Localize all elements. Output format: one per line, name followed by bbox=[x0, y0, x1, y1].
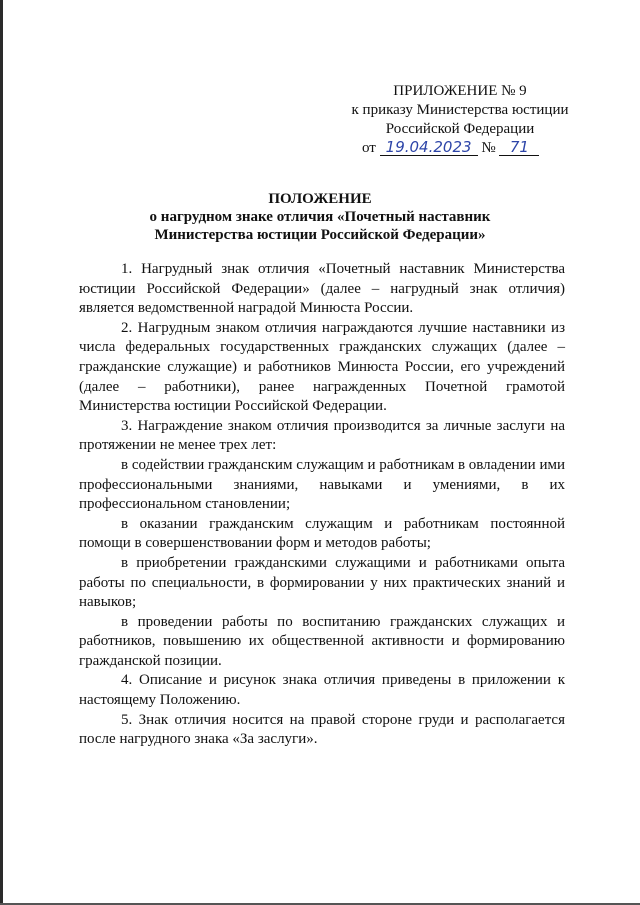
title-subtitle-1: о нагрудном знаке отличия «Почетный наставник bbox=[149, 209, 491, 225]
paragraph-5: 5. Знак отличия носится на правой стороне груди и располагается после нагрудного знака «За заслуги». bbox=[79, 711, 565, 748]
paragraph-3-item-4: в проведении работы по воспитанию гражданских служащих и работников, повышению их общественной активности и формированию гражданской позиции. bbox=[79, 613, 565, 669]
attachment-number: ПРИЛОЖЕНИЕ № 9 bbox=[393, 83, 527, 99]
paragraph-2: 2. Нагрудным знаком отличия награждаются лучшие наставники из числа федеральных государственных гражданских служащих (далее – гражданские служащие) и работников Минюста России, его учреждений (далее – работники), ранее награжденных Почетной грамотой Министерства юстиции Российской Федерации. bbox=[79, 319, 565, 415]
paragraph-3-item-1: в содействии гражданским служащим и работникам в овладении ими профессиональными знаниями, навыками и умениями, в их профессиональном становлении; bbox=[79, 456, 565, 513]
attachment-header bbox=[340, 82, 580, 158]
paragraph-3: 3. Награждение знаком отличия производится за личные заслуги на протяжении не менее трех лет: bbox=[79, 417, 565, 454]
paragraph-3-item-2: в оказании гражданским служащим и работникам постоянной помощи в совершенствовании форм и методов работы; bbox=[79, 515, 565, 552]
document-body bbox=[79, 260, 565, 750]
handwritten-date: 19.04.2023 bbox=[380, 139, 478, 156]
document-title bbox=[80, 190, 560, 244]
date-prefix: от bbox=[362, 140, 376, 156]
attachment-federation: Российской Федерации bbox=[385, 121, 535, 137]
paragraph-3-item-3: в приобретении гражданскими служащими и работниками опыта работы по специальности, в формировании у них практических знаний и навыков; bbox=[79, 554, 565, 611]
paragraph-4: 4. Описание и рисунок знака отличия приведены в приложении к настоящему Положению. bbox=[79, 672, 565, 709]
number-prefix: № bbox=[481, 140, 496, 156]
attachment-order-ref: к приказу Министерства юстиции bbox=[351, 102, 569, 118]
title-heading: ПОЛОЖЕНИЕ bbox=[268, 191, 372, 207]
attachment-date-line bbox=[340, 139, 580, 158]
paragraph-1: 1. Нагрудный знак отличия «Почетный наставник Министерства юстиции Российской Федерации» (далее – нагрудный знак отличия) является ведомственной наградой Минюста России. bbox=[79, 261, 565, 317]
title-subtitle-2: Министерства юстиции Российской Федерации» bbox=[154, 227, 486, 243]
scan-edge-left bbox=[0, 0, 3, 905]
handwritten-number: 71 bbox=[499, 139, 539, 156]
